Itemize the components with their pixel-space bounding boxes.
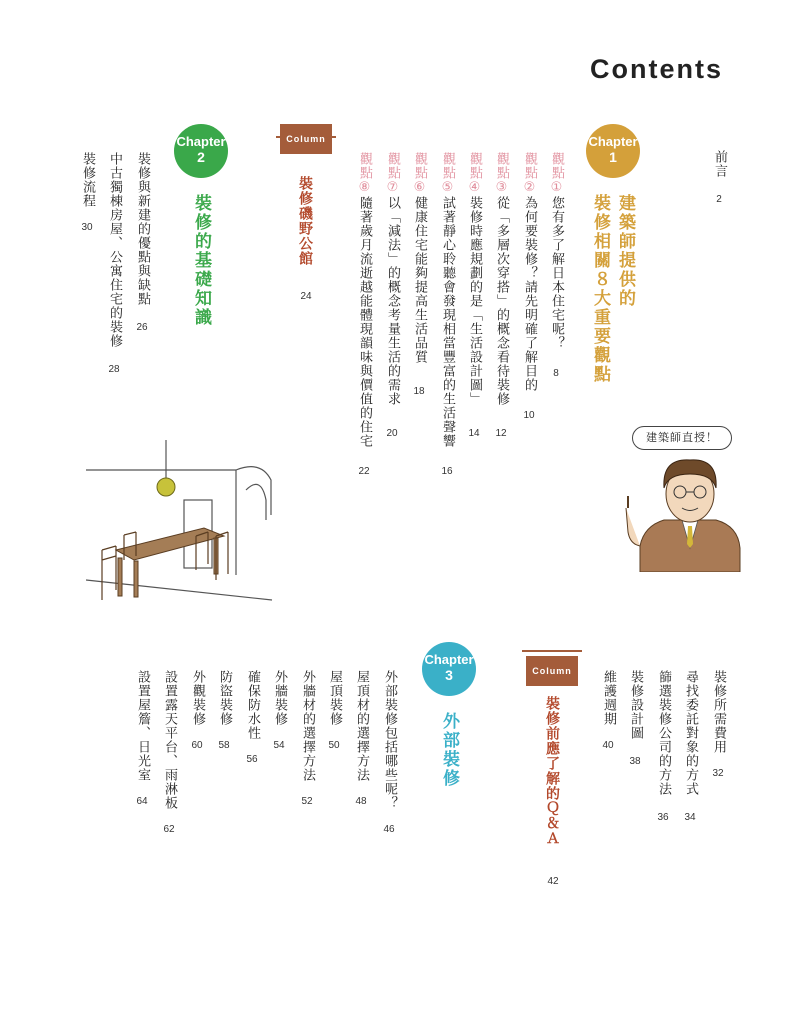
chapter-3-badge [422,642,476,696]
chapter-3-item[interactable] [135,670,149,782]
chapter-1-badge-word: Chapter [588,134,638,149]
chapter-3-item[interactable] [300,670,314,782]
chapter-3-item-page: 58 [218,740,230,751]
chapter-1-item-page: 18 [413,386,425,397]
column-1-tag: Column [280,124,332,154]
intro-item-label: 裝修設計圖 [628,670,643,740]
intro-item-page: 36 [657,812,669,823]
chapter-2-item-page: 28 [108,364,120,375]
chapter-1-item-page: 10 [523,410,535,421]
intro-item-page: 38 [629,756,641,767]
chapter-1-item-label: 健康住宅能夠提高生活品質 [412,196,427,364]
chapter-1-item-page: 20 [386,428,398,439]
chapter-3-item-label: 外部裝修包括哪些呢？ [382,670,397,810]
chapter-2-item[interactable] [107,152,121,348]
chapter-2-item[interactable] [135,152,149,306]
preface-page: 2 [716,194,722,205]
chapter-1-item-check: 觀點① [549,152,564,196]
chapter-3-item-page: 52 [301,796,313,807]
chapter-1-badge-number: 1 [609,149,617,165]
chapter-3-item-label: 設置屋簷、日光室 [135,670,150,782]
chapter-3-item-label: 屋頂材的選擇方法 [354,670,369,782]
column-2-page: 42 [547,876,559,887]
chapter-3-badge-word: Chapter [424,652,474,667]
chapter-3-item-page: 48 [355,796,367,807]
chapter-3-item[interactable] [162,670,176,810]
chapter-1-item-label: 以「減法」的概念考量生活的需求 [385,196,400,406]
chapter-1-item-page: 16 [441,466,453,477]
intro-item-label: 尋找委託對象的方式 [683,670,698,796]
chapter-2-badge-word: Chapter [176,134,226,149]
chapter-3-item[interactable] [217,670,231,726]
chapter-3-item-page: 56 [246,754,258,765]
chapter-2-item-label: 裝修與新建的優點與缺點 [135,152,150,306]
chapter-1-item-page: 22 [358,466,370,477]
chapter-1-item-check: 觀點⑥ [412,152,427,196]
chapter-3-item-label: 外觀裝修 [190,670,205,726]
chapter-1-item[interactable] [494,152,508,406]
chapter-1-item-page: 14 [468,428,480,439]
intro-item[interactable] [601,670,615,726]
column-2-divider [522,650,582,652]
chapter-3-item[interactable] [327,670,341,726]
chapter-1-item-label: 從「多層次穿搭」的概念看待裝修 [494,196,509,406]
chapter-1-item-label: 為何要裝修？請先明確了解目的 [522,196,537,392]
dining-room-illustration [86,440,276,610]
chapter-3-item-page: 46 [383,824,395,835]
chapter-2-item[interactable] [80,152,94,208]
chapter-1-item[interactable] [467,152,481,406]
pendant-lamp [157,478,175,496]
chapter-3-item-page: 62 [163,824,175,835]
chapter-2-item-page: 30 [81,222,93,233]
intro-item-page: 40 [602,740,614,751]
intro-item[interactable] [683,670,697,796]
chapter-3-item-page: 60 [191,740,203,751]
intro-item[interactable] [711,670,725,754]
column-2-tag: Column [526,656,578,686]
chapter-3-item[interactable] [272,670,286,726]
column-2-title[interactable]: 裝修前應了解的Ｑ＆Ａ [544,696,560,846]
chapter-1-item-label: 您有多了解日本住宅呢？ [549,196,564,350]
architect-speech-bubble: 建築師直授！ [632,426,732,450]
chapter-2-item-label: 中古獨棟房屋、公寓住宅的裝修 [107,152,122,348]
chapter-3-item-label: 外牆材的選擇方法 [300,670,315,782]
chapter-1-item-check: 觀點⑦ [385,152,400,196]
chapter-1-item-check: 觀點② [522,152,537,196]
column-1-page: 24 [300,291,312,302]
intro-item-label: 裝修所需費用 [711,670,726,754]
intro-item-label: 篩選裝修公司的方法 [656,670,671,796]
chapter-1-item[interactable] [412,152,426,364]
chapter-3-item-label: 防盜裝修 [217,670,232,726]
chapter-3-item[interactable] [190,670,204,726]
chapter-1-item[interactable] [440,152,454,448]
chapter-1-item-check: 觀點⑤ [440,152,455,196]
chapter-3-title: 外部裝修 [439,712,459,788]
chapter-2-item-label: 裝修流程 [80,152,95,208]
chapter-1-title-line1: 建築師提供的 [615,194,635,308]
chapter-3-item-label: 屋頂裝修 [327,670,342,726]
chapter-1-item-page: 12 [495,428,507,439]
chapter-3-item-page: 64 [136,796,148,807]
chapter-1-item[interactable] [549,152,563,350]
chapter-3-item[interactable] [382,670,396,810]
intro-item-label: 維護週期 [601,670,616,726]
chapter-2-title: 裝修的基礎知識 [191,194,211,327]
chapter-1-title-line2: 裝修相關８大重要觀點 [590,194,610,384]
chapter-3-badge-number: 3 [445,667,453,683]
intro-item-page: 32 [712,768,724,779]
chapter-1-item-check: 觀點⑧ [357,152,372,196]
preface-label[interactable]: 前言 [712,150,727,178]
chapter-1-item[interactable] [522,152,536,392]
chapter-3-item[interactable] [354,670,368,782]
chapter-1-item-label: 裝修時應規劃的是「生活設計圖」 [467,196,482,406]
chapter-1-item-label: 隨著歲月流逝越能體現韻味與價值的住宅 [357,196,372,448]
chapter-1-badge [586,124,640,178]
chapter-3-item-label: 設置露天平台、雨淋板 [162,670,177,810]
page-title: Contents [590,54,723,84]
chapter-2-badge-number: 2 [197,149,205,165]
intro-item[interactable] [656,670,670,796]
intro-item-page: 34 [684,812,696,823]
architect-illustration [620,448,760,572]
chapter-2-item-page: 26 [136,322,148,333]
chapter-1-item-label: 試著靜心聆聽會發現相當豐富的生活聲響 [440,196,455,448]
intro-item[interactable] [628,670,642,740]
chapter-3-item-label: 確保防水性 [245,670,260,740]
chapter-2-badge [174,124,228,178]
chapter-1-item-check: 觀點④ [467,152,482,196]
chapter-1-item[interactable] [385,152,399,406]
chapter-3-item[interactable] [245,670,259,740]
chapter-1-item-check: 觀點③ [494,152,509,196]
chapter-3-item-page: 50 [328,740,340,751]
column-1-title[interactable]: 裝修磯野公館 [297,176,313,266]
chapter-1-item-page: 8 [553,368,559,379]
chapter-1-item[interactable] [357,152,371,448]
chapter-3-item-page: 54 [273,740,285,751]
chapter-3-item-label: 外牆裝修 [272,670,287,726]
